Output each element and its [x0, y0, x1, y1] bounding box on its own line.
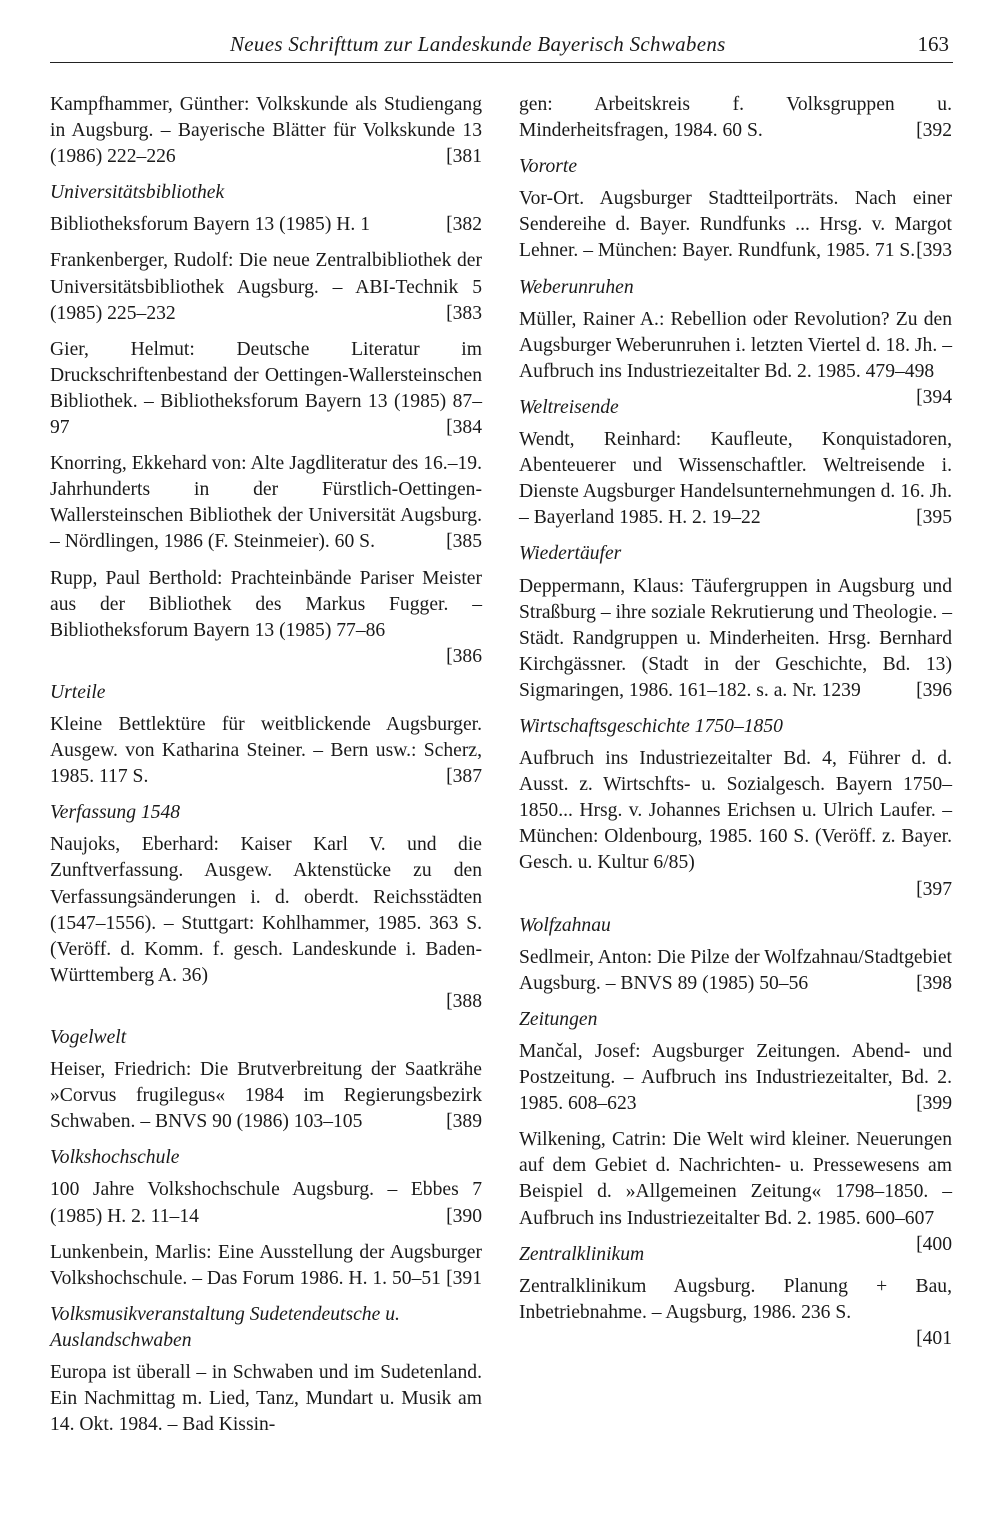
entry-number: [392 [916, 120, 952, 142]
entry-number: [381 [446, 146, 482, 168]
entry-number: [397 [916, 878, 952, 900]
entry-text: Heiser, Friedrich: Die Brutverbreitung der Saatkrähe »Corvus frugilegus« 1984 im Regierungsbezirk Schwaben. – BNVS 90 (1986) 103–105 [50, 1059, 482, 1133]
entry-number: [384 [446, 417, 482, 439]
entry-text: Frankenberger, Rudolf: Die neue Zentralbibliothek der Universitätsbibliothek Augsburg. – ABI-Technik 5 (1985) 225–232 [50, 250, 482, 324]
entry-number: [395 [916, 507, 952, 529]
bibliography-entry [519, 746, 952, 903]
running-header [50, 30, 953, 63]
entry-text: Aufbruch ins Industriezeitalter Bd. 4, Führer d. d. Ausst. z. Wirtschfts- u. Sozialgesch. Bayern 1750–1850... Hrsg. v. Johannes Erichsen u. Ulrich Laufer. – München: Oldenbourg, 1985. 160 S. (Veröff. z. Bayer. Gesch. u. Kultur 6/85) [519, 748, 952, 874]
section-heading: Volksmusikveranstaltung Sudetendeutsche u. Auslandschwaben [50, 1303, 400, 1351]
bibliography-entry [50, 451, 482, 555]
entry-number: [393 [916, 240, 952, 262]
entry-number: [389 [446, 1111, 482, 1133]
entry-text: Knorring, Ekkehard von: Alte Jagdliteratur des 16.–19. Jahrhunderts in der Fürstlich-Oettingen-Wallersteinschen Bibliothek der Universität Augsburg. – Nördlingen, 1986 (F. Steinmeier). 60 S. [50, 453, 482, 553]
entry-number: [390 [446, 1205, 482, 1227]
bibliography-entry [50, 832, 482, 1015]
bibliography-entry [50, 1057, 482, 1135]
bibliography-entry [50, 566, 482, 670]
running-title: Neues Schrifttum zur Landeskunde Bayerisch Schwabens [230, 32, 726, 56]
entry-number: [383 [446, 302, 482, 324]
entry-text: Kleine Bettlektüre für weitblickende Augsburger. Ausgew. von Katharina Steiner. – Bern usw.: Scherz, 1985. 117 S. [50, 713, 482, 788]
section-heading: Vogelwelt [50, 1027, 127, 1048]
entry-text: Mančal, Josef: Augsburger Zeitungen. Abend- und Postzeitung. – Aufbruch ins Industriezeitalter, Bd. 2. 1985. 608–623 [519, 1041, 952, 1115]
entry-number: [398 [916, 972, 952, 994]
entry-text: Wendt, Reinhard: Kaufleute, Konquistadoren, Abenteuerer und Wissenschaftler. Weltreisende i. Dienste Augsburger Handelsunternehmungen d. 16. Jh. – Bayerland 1985. H. 2. 19–22 [519, 429, 952, 529]
bibliography-entry [519, 1039, 952, 1117]
section-heading: Verfassung 1548 [50, 802, 181, 824]
section-heading: Volkshochschule [50, 1147, 180, 1169]
section-heading: Vororte [519, 156, 578, 178]
bibliography-entry [519, 574, 952, 704]
entry-text: Naujoks, Eberhard: Kaiser Karl V. und die Zunftverfassung. Ausgew. Aktenstücke zu den Verfassungsänderungen i. d. oberdt. Reichsstädten (1547–1556). – Stuttgart: Kohlhammer, 1985. 363 S. (Veröff. d. Komm. f. gesch. Landeskunde i. Baden-Württemberg A. 36) [50, 834, 482, 986]
section-heading: Wolfzahnau [519, 914, 611, 936]
page-number: 163 [917, 32, 949, 56]
entry-number: [394 [916, 386, 952, 408]
entry-number: [387 [446, 766, 482, 788]
entry-text: gen: Arbeitskreis f. Volksgruppen u. Minderheitsfragen, 1984. 60 S. [519, 94, 952, 142]
section-heading: Weltreisende [519, 396, 619, 418]
entry-number: [396 [916, 679, 952, 701]
entry-text: 100 Jahre Volkshochschule Augsburg. – Ebbes 7 (1985) H. 2. 11–14 [50, 1179, 482, 1227]
entry-text: Zentralklinikum Augsburg. Planung + Bau, Inbetriebnahme. – Augsburg, 1986. 236 S. [519, 1275, 952, 1323]
entry-text: Vor-Ort. Augsburger Stadtteilporträts. Nach einer Sendereihe d. Bayer. Rundfunks ... Hrsg. v. Margot Lehner. – München: Bayer. Rundfunk, 1985. 71 S. [519, 188, 952, 262]
bibliography-entry [50, 1177, 482, 1229]
bibliography-entry [50, 1360, 482, 1438]
entry-number: [399 [916, 1093, 952, 1115]
entry-text: Bibliotheksforum Bayern 13 (1985) H. 1 [50, 214, 370, 236]
right-column [519, 92, 952, 1362]
entry-text: Müller, Rainer A.: Rebellion oder Revolution? Zu den Augsburger Weberunruhen i. letzten Viertel d. 18. Jh. – Aufbruch ins Industriezeitalter Bd. 2. 1985. 479–498 [519, 308, 952, 382]
entry-number: [385 [446, 531, 482, 553]
left-column [50, 92, 482, 1448]
entry-number: [401 [916, 1327, 952, 1349]
bibliography-entry [519, 1274, 952, 1352]
section-heading: Wirtschaftsgeschichte 1750–1850 [519, 715, 783, 737]
bibliography-entry [519, 427, 952, 531]
section-heading: Zeitungen [519, 1008, 598, 1030]
entry-text: Kampfhammer, Günther: Volkskunde als Studiengang in Augsburg. – Bayerische Blätter für Volkskunde 13 (1986) 222–226 [50, 94, 482, 168]
section-heading: Weberunruhen [519, 276, 634, 298]
entry-number: [400 [916, 1233, 952, 1255]
bibliography-entry [50, 248, 482, 326]
entry-number: [388 [446, 990, 482, 1012]
bibliography-entry [50, 337, 482, 441]
section-heading: Wiedertäufer [519, 543, 622, 565]
entry-number: [382 [446, 214, 482, 236]
entry-text: Lunkenbein, Marlis: Eine Ausstellung der Augsburger Volkshochschule. – Das Forum 1986. H. 1. 50–51 [50, 1241, 482, 1289]
bibliography-entry [50, 212, 482, 238]
section-heading: Urteile [50, 681, 106, 703]
entry-number: [386 [446, 645, 482, 667]
bibliography-entry [50, 92, 482, 170]
bibliography-entry [519, 92, 952, 144]
entry-number: [391 [446, 1267, 482, 1289]
section-heading: Universitätsbibliothek [50, 182, 225, 204]
entry-text: Wilkening, Catrin: Die Welt wird kleiner. Neuerungen auf dem Gebiet d. Nachrichten- u. Pressewesens am Beispiel d. »Allgemeinen Zeitung« 1798–1850. – Aufbruch ins Industriezeitalter Bd. 2. 1985. 600–607 [519, 1129, 952, 1229]
entry-text: Gier, Helmut: Deutsche Literatur im Druckschriftenbestand der Oettingen-Wallersteinschen Bibliothek. – Bibliotheksforum Bayern 13 (1985) 87–97 [50, 338, 482, 439]
entry-text: Europa ist überall – in Schwaben und im Sudetenland. Ein Nachmittag m. Lied, Tanz, Mundart u. Musik am 14. Okt. 1984. – Bad Kissin- [50, 1362, 482, 1436]
section-heading: Zentralklinikum [519, 1243, 645, 1265]
bibliography-entry [50, 712, 482, 790]
entry-text: Sedlmeir, Anton: Die Pilze der Wolfzahnau/Stadtgebiet Augsburg. – BNVS 89 (1985) 50–56 [519, 946, 952, 994]
bibliography-entry [50, 1240, 482, 1292]
bibliography-entry [519, 945, 952, 997]
entry-text: Rupp, Paul Berthold: Prachteinbände Pariser Meister aus der Bibliothek des Markus Fugger. – Bibliotheksforum Bayern 13 (1985) 77–86 [50, 567, 482, 641]
bibliography-entry [519, 186, 952, 264]
entry-text: Deppermann, Klaus: Täufergruppen in Augsburg und Straßburg – ihre soziale Rekrutierung und Theologie. – Städt. Randgruppen u. Minderheiten. Hrsg. Bernhard Kirchgässner. (Stadt in der Geschichte, Bd. 13) Sigmaringen, 1986. 161–182. s. a. Nr. 1239 [519, 575, 952, 701]
